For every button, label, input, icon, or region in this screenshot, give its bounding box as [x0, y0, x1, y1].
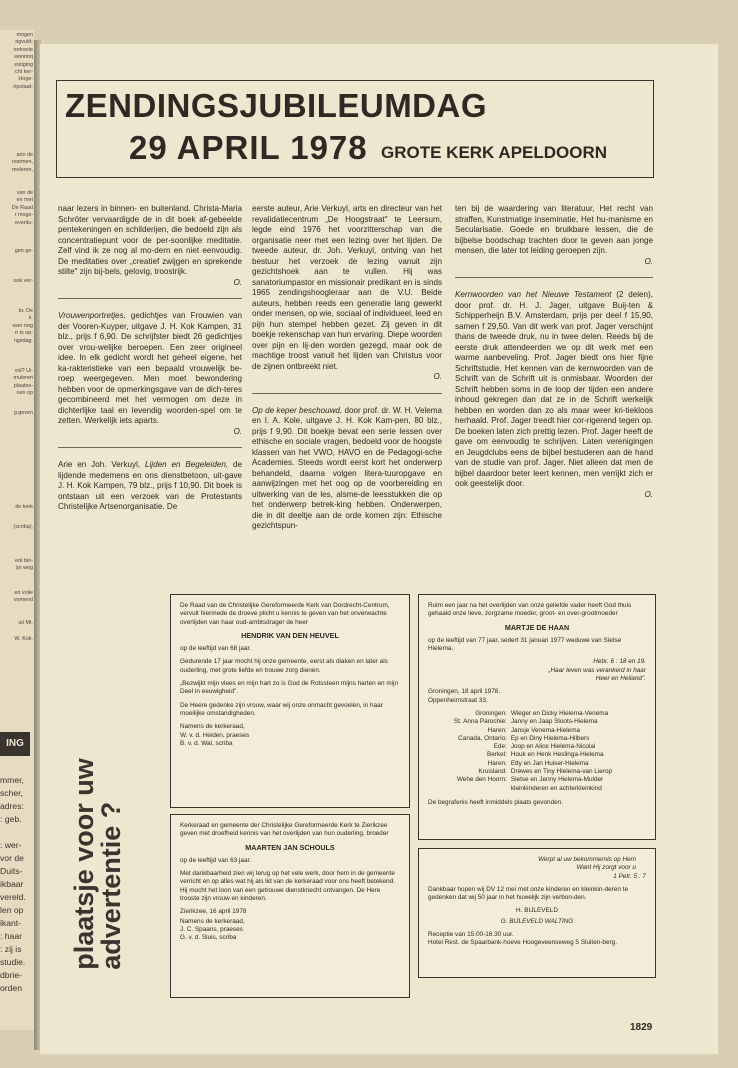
gutter-fragment: en volle vomend — [13, 590, 33, 604]
family-row: Canada, Ontario: Ep en Diny Hielema-Hilbers — [458, 734, 590, 742]
anniversary-text: Dankbaar hopen wij DV 12 mei met onze kinderen en kleinkin-deren te gedenken dat wij 50 jaar in het huwelijk zijn verbon-den. — [428, 885, 628, 902]
divider — [455, 277, 653, 278]
deceased-name: HENDRIK VAN DEN HEUVEL — [241, 630, 339, 640]
place-date: Groningen, 18 april 1978. — [428, 688, 501, 696]
obituary-intro: De Raad van de Christelijke Gereformeerde Kerk van Dordrecht-Centrum, vervult hiermede de droeve plicht u kennis te geven van het onverwachte overlijden van haar oud-ambtsdrager de heer — [180, 602, 390, 626]
page-number: 1829 — [630, 1022, 653, 1033]
obituary-schouls — [170, 814, 410, 998]
gutter-fragment: mogen rigvuld- ontracte wonnnq estiging cht ker- Hoge- riputaat- — [13, 32, 33, 90]
family-row: kleinkinderen en achterkleinkind — [510, 784, 602, 792]
gutter-fragment: br. De k. sser nog rr is op- ngsdag. — [12, 308, 33, 344]
event-location: GROTE KERK APELDOORN — [381, 143, 608, 162]
couple-name: H. BIJLEVELD — [516, 907, 558, 915]
article-column-2 — [252, 204, 442, 532]
obituary-text: De Heere gedenke zijn vrouw, waar wij onze onmacht gevoelen, in haar moeilijke omstandigheden. — [180, 701, 383, 717]
family-list — [428, 710, 646, 793]
gutter-previous-page — [0, 30, 34, 1030]
obituary-intro: Ruim een jaar na het overlijden van onze geliefde vader heeft God thuis gehaald onze lieve, zorgzame moeder, groot- en over-grootmoeder — [428, 602, 632, 618]
deceased-age: op de leeftijd van 63 jaar. — [180, 856, 252, 864]
review-text: eerste auteur, Arie Verkuyl, arts en directeur van het revalidatiecentrum „De Hoogstraat" te Leersum, legde eind 1976 het voorzitterschap van die organisatie neer met een lezing over het lijden. De tweede auteur, dr. Joh. Verkuyl, ontving van het bestuur het verzoek de lezing vanuit zijn gezichtshoek aan te vullen. Hij was sanatoriumpastor en missionair predikant en is sinds 1965 zendingshoogleraar aan de V.U. Beide auteurs, hebben reeds een generatie lang gewerkt onder mensen, op wie, sociaal of individueel, leed en pijn hun stempel hebben gezet. Zij geven in dit boekje rekenschap van hun ervaring. Diepe woorden over pijn en lij-den worden gezegd, maar ook de machtige troost vanuit het lijden van Christus voor de zijnen ontbreekt niet. — [252, 204, 442, 371]
gutter-section-tab: ING — [0, 732, 30, 756]
review-text: naar lezers in binnen- en buitenland. Christa-Maria Schröter vervaardigde de in dit boek af-gebeelde pentekeningen en schilderijen, die bedoeld zijn als concentratiepunt voor de per-soonlijke meditatie. Zelf vind ik ze nog al mo-dern en niet eenvoudig. De meditaties over „creatief zwijgen en sprekende stilte" zijn bij-bels, gelovig, troostrijk. — [58, 204, 242, 276]
review-signature: O. — [233, 426, 242, 436]
review-text: Kernwoorden van het Nieuwe Testament (2 delen), door prof. dr. H. J. Jager, uitgave Buij-ten & Schipperheijn B.V. Amsterdam, prijs per deel f 15,90, samen f 29,50. Van dit werk van prof. Jager verschijnt thans de tweede druk, nu in twee delen. Reeds bij de eerste druk attendeerden we op dit werk met een warme aanbeveling. Prof. Jager biedt ons hier fijne Schriftstudie. Het kennen van de kernwoorden van de Schrift van de Schrift uit is onmisbaar. Woorden der Schrift hebben soms in de loop der tijden een andere inhoud gekregen dan dat ze in de Schrift werkelijk hebben en worden dan zo als maar weer kri-tiekloos herhaald. Prof. Jager treedt hier cor-rigerend tegen op. De boeken laten zich prettig lezen. Prof. Jager heeft de gave om eenvoudig te schrijven. Laten verenigingen en Jeugdclubs eens de bijbel bestuderen aan de hand van de studie van prof. Jager. Niet alleen dat men de bijbel daardoor beter leert kennen, men verrijkt zich er ook geestelijk door. — [455, 290, 653, 488]
bible-reference: 1 Petr. 5 : 7 — [613, 872, 646, 880]
deceased-age: op de leeftijd van 77 jaar, sedert 31 januari 1977 weduwe van Sietse Hielema. — [428, 636, 622, 653]
obituary-signers: Namens de kerkeraad, W. v. d. Heiden, praeses B. v. d. Wal, scriba — [180, 723, 250, 747]
gutter-fragment: (scriba), — [13, 524, 33, 530]
family-row: Haren: Jansje Venema-Hielema — [487, 726, 581, 734]
address: Oppenheimstraat 33. — [428, 696, 488, 704]
obituary-de-haan — [418, 594, 656, 840]
review-signature: O. — [644, 256, 653, 266]
divider — [58, 298, 242, 299]
couple-name: G. BIJLEVELD WALTING — [500, 917, 574, 925]
obituary-quote: „Bezwijkt mijn vlees en mijn hart zo is God de Rotssteen mijns harten en mijn Deel in eeuwigheid". — [180, 680, 399, 696]
obituary-text: Met dankbaarheid zien wij terug op het vele werk, door hem in de gemeente verricht en op alles wat hij als lid van de kerkeraad voor ons heeft betekend. — [180, 870, 395, 886]
bible-quote: „Haar leven was verankerd in haar Heer en Heiland". — [548, 666, 646, 683]
review-text: Arie en Joh. Verkuyl, Lijden en Begeleiden, de lijdende medemens en ons dienstbetoon, uit-gave J. H. Kok Kampen, 79 blz., prijs f 10,90. Dit boek is ontstaan uit een verzoek van de Protestants Christelijke Artsenorganisatie. De — [58, 460, 242, 511]
advertising-space-text: plaatsje voor uw advertentie ? — [69, 758, 126, 970]
family-row: Haren: Etty en Jan Huiser-Hielema — [487, 759, 589, 767]
gutter-fragment: ook ver- — [13, 278, 33, 284]
reception-location: Hotel Rest. de Spaarbank-hoeve Hoogeveenseweg 5 Sluiten-berg. — [428, 939, 617, 947]
obituary-text: Gedurende 17 jaar mocht hij onze gemeente, eerst als diaken en later als ouderling, met grote liefde en trouwe zorg dienen. — [180, 658, 388, 674]
reception-time: Receptie van 15.00-16.30 uur. — [428, 931, 514, 939]
bible-reference: Hebr. 6 : 18 en 19. — [593, 658, 646, 666]
review-signature: O. — [433, 372, 442, 381]
article-column-1 — [58, 204, 242, 513]
family-row: Berkel: Houk en Henk Heslinga-Hielema — [486, 751, 604, 759]
obituary-text: Hij mocht het loon van een getrouwe dienstknecht ontvangen. De Here trooste zijn vrouw en kinderen. — [180, 886, 381, 903]
funeral-note: De begrafenis heeft inmiddels plaats gevonden. — [428, 798, 564, 806]
gutter-fragment: mmer, scher, adres: : geb. : wer- vor de Duits- ikbaar vereld. len op ikant- : haar : zij is studie. dbrie- orden — [0, 775, 26, 993]
family-row: Ede: Joop en Alice Hielema-Nicolai — [493, 743, 596, 751]
divider — [58, 447, 242, 448]
anniversary-announcement — [418, 848, 656, 978]
deceased-age: op de leeftijd van 68 jaar. — [180, 645, 252, 653]
family-row: Kruisland: Drewes en Tiny Hielema-van Lierop — [478, 768, 613, 776]
gutter-fragment: arin de noemen, moleren, — [12, 152, 33, 173]
gutter-fragment: vol? Ui- muleren plaatse- nen op — [13, 368, 33, 397]
review-signature: O. — [233, 277, 242, 287]
gutter-fragment: W. Kok. — [14, 636, 33, 642]
book-title: Kernwoorden van het Nieuwe Testament — [455, 290, 612, 299]
divider — [252, 393, 442, 394]
book-title: Lijden en Begeleiden, — [145, 460, 229, 469]
gutter-fragment: g geven — [13, 410, 33, 416]
bible-quote: Werpt al uw bekommernis op Hem Want Hij zorgt voor u — [538, 856, 636, 872]
place-date: Zierikzee, 16 april 1978 — [180, 908, 247, 916]
event-title: ZENDINGSJUBILEUMDAG — [65, 87, 488, 124]
gutter-fragment: de kerk — [15, 504, 33, 510]
advertising-space-notice — [58, 730, 138, 998]
event-header-box — [56, 80, 654, 178]
family-row: Wehe den Hoorn: Sietse en Jenny Hielema-Mulder — [456, 776, 604, 784]
article-column-3 — [455, 204, 653, 500]
gutter-fragment: van de en met De Raad r mogs- eventu- — [11, 190, 33, 226]
obituary-signers: Namens de kerkeraad, J. C. Spaans, praeses G. v. d. Sluis, scriba — [180, 917, 245, 942]
gutter-fragment: uit Mt. — [18, 620, 33, 626]
review-text: Op de keper beschouwd, door prof. dr. W. H. Velema en I. A. Kole, uitgave J. H. Kok Kam-pen, 80 blz., prijs f 9,90. Dit boekje bevat een serie lessen over ethische en sociale vragen, bedoeld voor de hoogste klassen van het VWO, HAVO en de Pedagogi-sche Academies. Steeds wordt eerst kort het onderwerp behandeld, daarna volgen litera-tuuropgave en aanwijzingen met het oog op de voorbereiding en uitwerking van de les, alsme-de leesstukken die op het onderwerp betrek-king hebben. Onderwerpen, die in dit deeltje aan de orde komen zijn: Ethische gezichtspun- — [252, 405, 442, 530]
family-row: Groningen: Wieger en Dicky Hielema-Venema — [475, 709, 609, 717]
obituary-intro: Kerkeraad en gemeente der Christelijke Gereformeerde Kerk te Zierikzee geven met droefheid kennis van het overlijden van hun ouderling, broeder — [180, 822, 389, 838]
gutter-fragment: gen ge- — [14, 248, 33, 254]
review-text: Vrouwenportretjes, gedichtjes van Frouwien van der Vooren-Kuyper, uitgave J. H. Kok Kampen, 31 blz., prijs f 6,90. De schrijfster biedt 26 gedichtjes over vrou-welijke beroepen. Een zeer origineel idee. In elk gedicht wordt het geheel eigene, het ka-rakteristieke van een bepaald vrouwelijk be-roep weergegeven. Men moet bewondering hebben voor de opmerkingsgave van de dich-teres gecombineerd met het vermogen om deze in dichterlijke taal en levendig woorden-spel om te zetten. Werkelijk iets aparts. — [58, 311, 242, 425]
deceased-name: MAARTEN JAN SCHOULS — [245, 842, 335, 852]
deceased-name: MARTJE DE HAAN — [504, 622, 570, 632]
book-title: Vrouwenportretjes, — [58, 311, 126, 320]
obituary-van-den-heuvel — [170, 594, 410, 808]
family-row: St. Anna Parochie: Janny en Jaap Sloots-Hielema — [453, 718, 598, 726]
book-title: Op de keper beschouwd, — [252, 405, 343, 415]
event-date: 29 APRIL 1978 — [129, 129, 368, 166]
review-text: ten bij de waardering van literatuur, Het recht van straffen, Kunstmatige inseminatie, Het hu-manisme en Secularisatie. Goede en bruikbare lessen, die de bijbelse boodschap trachten door te geven aan jonge mensen, die later tot leiding geroepen zijn. — [455, 204, 653, 255]
gutter-fragment: erk bin- ijn weg — [15, 558, 33, 572]
review-signature: O. — [644, 489, 653, 499]
